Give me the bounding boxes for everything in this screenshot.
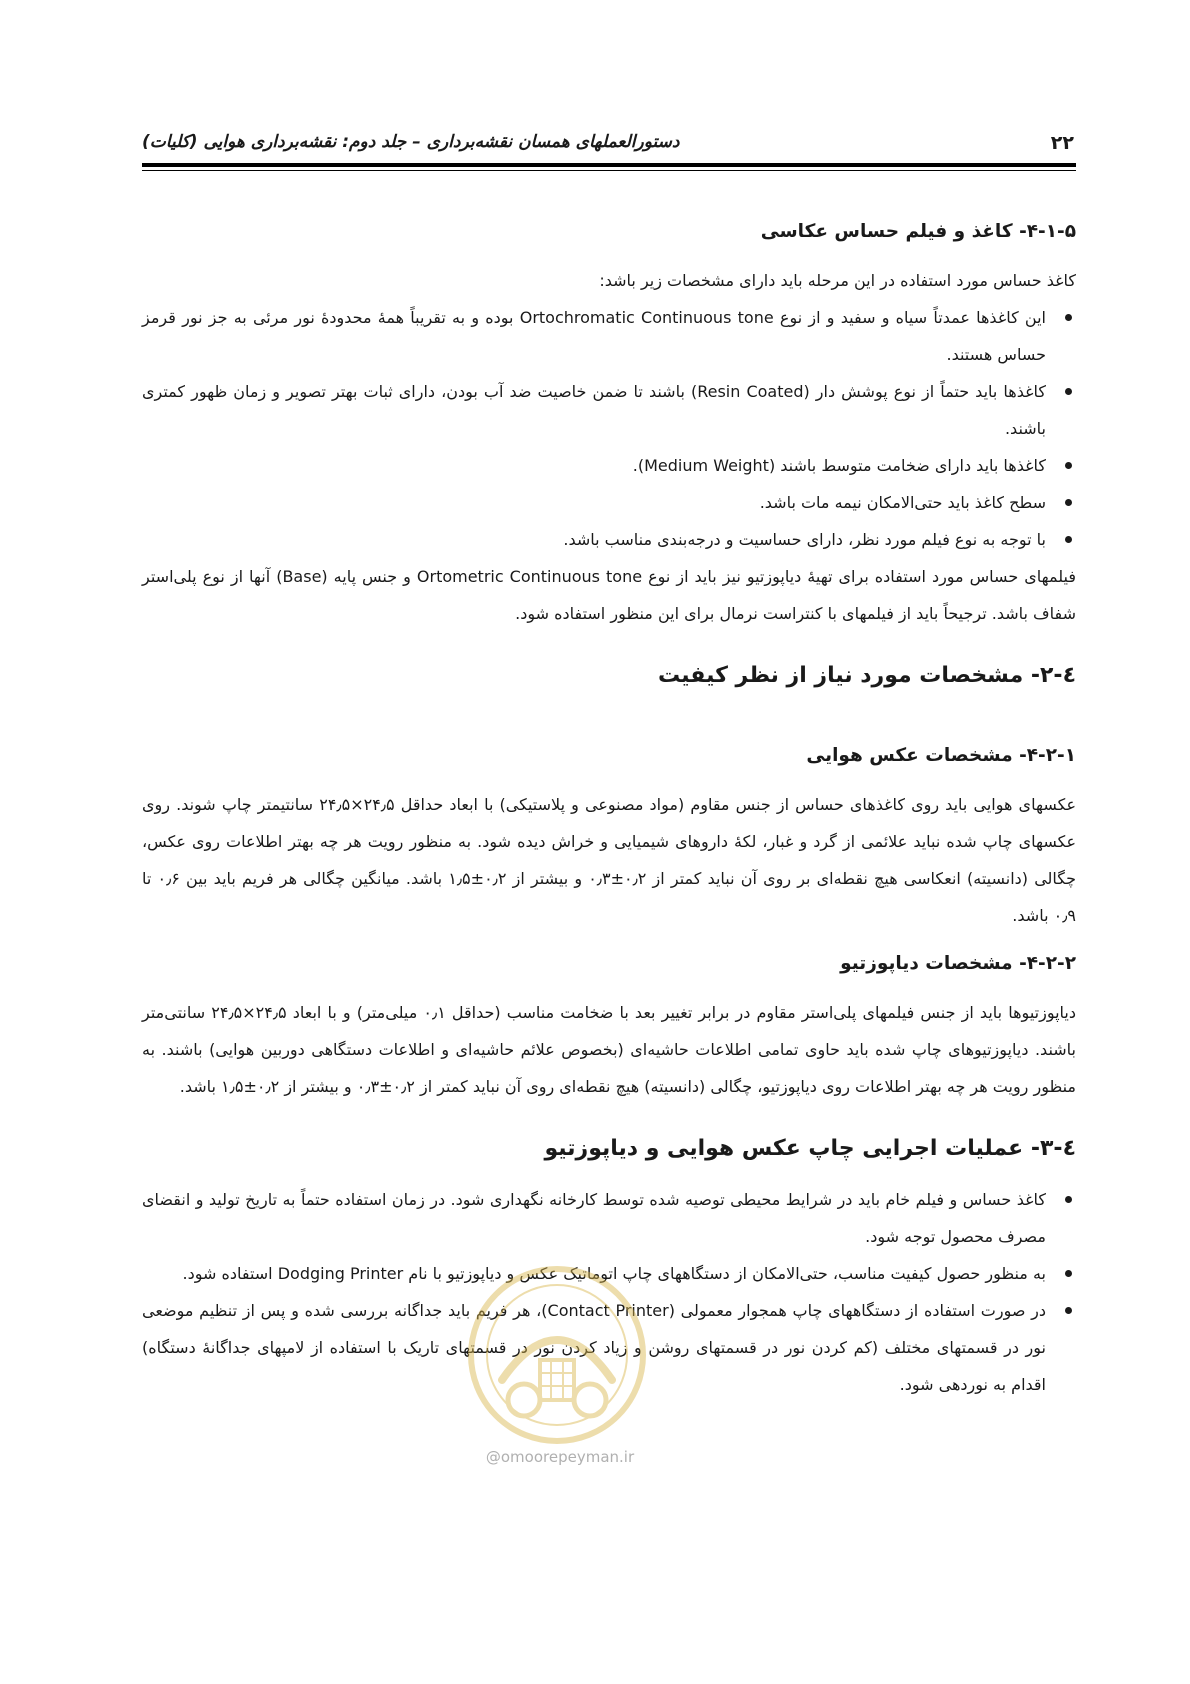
list-item	[142, 484, 1076, 521]
section-heading-4-2-1: ۴-۲-۱- مشخصات عکس هوایی	[806, 745, 1076, 766]
bullet-icon	[1065, 314, 1072, 321]
section-heading-4-2-2: ۴-۲-۲- مشخصات دیاپوزتیو	[840, 953, 1076, 974]
header-title: دستورالعملهای همسان نقشه‌برداری – جلد دوم: نقشه‌برداری هوایی (کلیات)	[142, 132, 680, 152]
bullet-list-paper-specs	[142, 299, 1076, 558]
list-item-text: به منظور حصول کیفیت مناسب، حتی‌الامکان از دستگاههای چاپ اتوماتیک عکس و دیاپوزتیو با نام Dodging Printer استفاده شود.	[182, 1264, 1046, 1283]
paragraph-diapositive: دیاپوزتیوها باید از جنس فیلمهای پلی‌استر مقاوم در برابر تغییر بعد با ضخامت مناسب (حداقل ۰٫۱ میلی‌متر) و با ابعاد ۲۴٫۵×۲۴٫۵ سانتی‌متر باشند. دیاپوزتیوهای چاپ شده باید حاوی تمامی اطلاعات حاشیه‌ای (بخصوص علائم حاشیه‌ای و اطلاعات دستگاهی دوربین هوایی) باشند. به منظور رویت هر چه بهتر اطلاعات روی دیاپوزتیو، چگالی (دانسیته) هیچ نقطه‌ای روی آن نباید کمتر از ۰٫۲±۰٫۳ و بیشتر از ۰٫۲±۱٫۵ باشد.	[142, 1003, 1076, 1096]
section-heading-4-3: ٤-۳- عملیات اجرایی چاپ عکس هوایی و دیاپوزتیو	[544, 1136, 1076, 1161]
list-item-text: کاغذها باید دارای ضخامت متوسط باشند (Medium Weight).	[632, 456, 1046, 475]
watermark-url-text: omoorepeyman.ir	[500, 1448, 635, 1466]
list-item-text: در صورت استفاده از دستگاههای چاپ همجوار معمولی (Contact Printer)، هر فریم باید جداگانه بررسی شده و پس از تنظیم موضعی نور در قسمتهای مختلف (کم کردن نور در قسمتهای روشن و زیاد کردن نور در قسمتهای تاریک با استفاده از لامپهای جداگانهٔ دستگاه) اقدام به نوردهی شود.	[142, 1301, 1046, 1394]
paragraph-intro: کاغذ حساس مورد استفاده در این مرحله باید دارای مشخصات زیر باشد:	[599, 271, 1076, 290]
bullet-icon	[1065, 1270, 1072, 1277]
list-item-text: این کاغذها عمدتاً سیاه و سفید و از نوع Ortochromatic Continuous tone بوده و به تقریباً همهٔ محدودهٔ نور مرئی به جز نور قرمز حساس هستند.	[142, 308, 1046, 364]
section-heading-4-1-5: ۴-۱-۵- کاغذ و فیلم حساس عکاسی	[760, 221, 1076, 242]
bullet-icon	[1065, 388, 1072, 395]
list-item	[142, 1255, 1076, 1292]
page-content	[142, 212, 1076, 1403]
bullet-icon	[1065, 462, 1072, 469]
section-heading-4-2: ٤-۲- مشخصات مورد نیاز از نظر کیفیت	[657, 663, 1076, 688]
header-rule	[142, 163, 1076, 167]
page-number: ۲۲	[1050, 132, 1074, 154]
list-item-text: کاغذها باید حتماً از نوع پوشش دار (Resin Coated) باشند تا ضمن خاصیت ضد آب بودن، دارای ثبات بهتر تصویر و زمان ظهور کمتری باشند.	[142, 382, 1046, 438]
paragraph-film: فیلمهای حساس مورد استفاده برای تهیهٔ دیاپوزتیو نیز باید از نوع Ortometric Continuous tone و جنس پایه (Base) آنها از نوع پلی‌استر شفاف باشد. ترجیحاً باید از فیلمهای با کنتراست نرمال برای این منظور استفاده شود.	[142, 567, 1077, 623]
at-icon: @	[485, 1448, 501, 1466]
watermark-url	[470, 1448, 650, 1466]
list-item	[142, 521, 1076, 558]
bullet-icon	[1065, 536, 1072, 543]
list-item-text: سطح کاغذ باید حتی‌الامکان نیمه مات باشد.	[759, 493, 1046, 512]
bullet-icon	[1065, 1196, 1072, 1203]
list-item-text: با توجه به نوع فیلم مورد نظر، دارای حساسیت و درجه‌بندی مناسب باشد.	[563, 530, 1046, 549]
list-item	[142, 1181, 1076, 1255]
bullet-icon	[1065, 499, 1072, 506]
list-item	[142, 299, 1076, 373]
list-item-text: کاغذ حساس و فیلم خام باید در شرایط محیطی توصیه شده توسط کارخانه نگهداری شود. در زمان استفاده حتماً به تاریخ تولید و انقضای مصرف محصول توجه شود.	[142, 1190, 1046, 1246]
paragraph-aerial-photo: عکسهای هوایی باید روی کاغذهای حساس از جنس مقاوم (مواد مصنوعی و پلاستیکی) با ابعاد حداقل ۲۴٫۵×۲۴٫۵ سانتیمتر چاپ شوند. روی عکسهای چاپ شده نباید علائمی از گرد و غبار، لکهٔ داروهای شیمیایی و خراش دیده شود. به منظور رویت هر چه بهتر اطلاعات روی عکس، چگالی (دانسیته) انعکاسی هیچ نقطه‌ای بر روی آن نباید کمتر از ۰٫۲±۰٫۳ و بیشتر از ۰٫۲±۱٫۵ باشد. میانگین چگالی هر فریم باید بین ۰٫۶ تا ۰٫۹ باشد.	[142, 795, 1077, 925]
bullet-icon	[1065, 1307, 1072, 1314]
bullet-list-printing	[142, 1181, 1076, 1403]
running-header	[142, 128, 1076, 164]
list-item	[142, 447, 1076, 484]
header-rule-thin	[142, 170, 1076, 171]
list-item	[142, 373, 1076, 447]
list-item	[142, 1292, 1076, 1403]
